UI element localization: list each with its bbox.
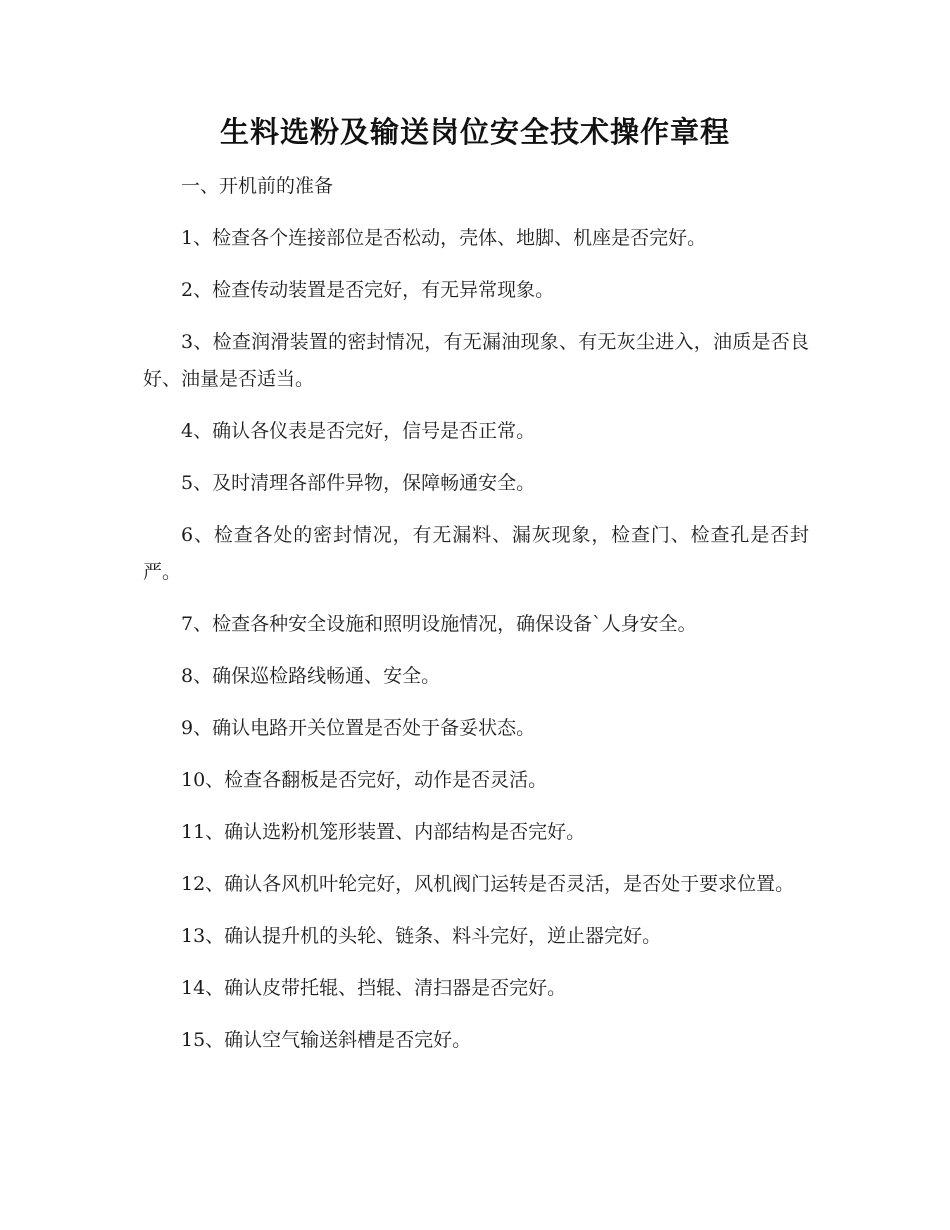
list-item: 15、确认空气输送斜槽是否完好。 [181, 1029, 472, 1051]
document-title: 生料选粉及输送岗位安全技术操作章程 [219, 115, 730, 149]
list-item: 3、检查润滑装置的密封情况，有无漏油现象、有无灰尘进入，油质是否良好、油量是否适当。 [143, 331, 809, 390]
list-item: 8、确保巡检路线畅通、安全。 [181, 665, 441, 687]
list-item: 13、确认提升机的头轮、链条、料斗完好，逆止器完好。 [181, 925, 662, 947]
list-item: 7、检查各种安全设施和照明设施情况，确保设备`人身安全。 [181, 613, 697, 635]
list-item: 12、确认各风机叶轮完好，风机阀门运转是否灵活，是否处于要求位置。 [181, 873, 795, 895]
list-item: 14、确认皮带托辊、挡辊、清扫器是否完好。 [181, 977, 567, 999]
list-item: 2、检查传动装置是否完好，有无异常现象。 [181, 279, 555, 301]
list-item: 9、确认电路开关位置是否处于备妥状态。 [181, 717, 536, 739]
section-heading: 一、开机前的准备 [181, 175, 334, 197]
list-item: 10、检查各翻板是否完好，动作是否灵活。 [181, 769, 548, 791]
list-item: 5、及时清理各部件异物，保障畅通安全。 [181, 472, 536, 494]
list-item: 11、确认选粉机笼形装置、内部结构是否完好。 [181, 821, 586, 843]
list-item: 4、确认各仪表是否完好，信号是否正常。 [181, 420, 536, 442]
list-item: 6、检查各处的密封情况，有无漏料、漏灰现象，检查门、检查孔是否封严。 [143, 524, 809, 583]
list-item: 1、检查各个连接部位是否松动，壳体、地脚、机座是否完好。 [181, 227, 707, 249]
document-body [143, 168, 809, 1074]
